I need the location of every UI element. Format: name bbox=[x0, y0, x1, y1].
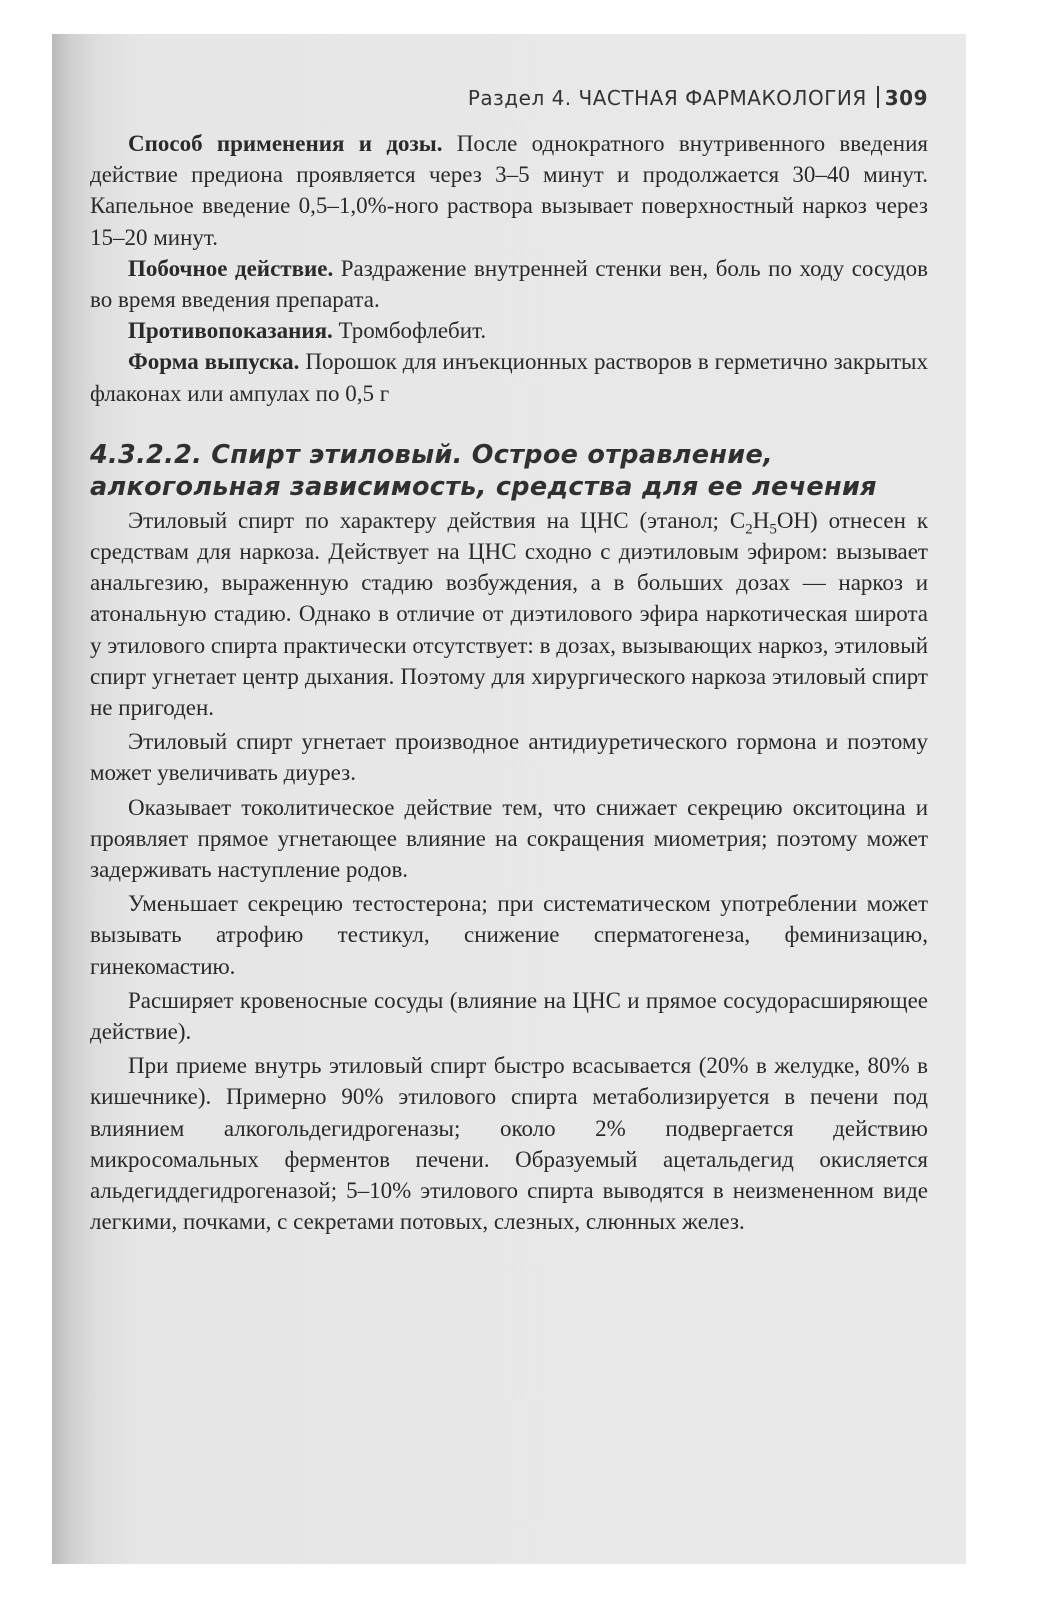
paragraph-dosage bbox=[90, 128, 928, 253]
paragraph-ethanol-cns bbox=[90, 505, 928, 723]
paragraph-text: Тромбофлебит. bbox=[338, 318, 487, 344]
paragraph-diuresis: Этиловый спирт угнетает производное антидиуретического гормона и поэтому может увеличивать диурез. bbox=[90, 729, 928, 786]
page-content bbox=[90, 84, 928, 1238]
subscript: 2 bbox=[745, 521, 753, 538]
text-fragment: H bbox=[752, 507, 770, 533]
paragraph-lead: Способ применения и дозы. bbox=[128, 131, 443, 156]
paragraph-side-effects bbox=[90, 253, 928, 315]
paragraph-lead: Форма выпуска. bbox=[128, 349, 300, 375]
header-separator bbox=[877, 86, 879, 108]
paragraph-lead: Побочное действие. bbox=[128, 255, 334, 281]
paragraph-vasodilation: Расширяет кровеносные сосуды (влияние на ЦНС и прямое сосудорасширяющее действие). bbox=[90, 987, 928, 1045]
section-header: Раздел 4. ЧАСТНАЯ ФАРМАКОЛОГИЯ bbox=[467, 86, 867, 110]
paragraph-release-form bbox=[90, 346, 928, 408]
paragraph-tocolytic: Оказывает токолитическое действие тем, что снижает секрецию окситоцина и проявляет прямое угнетающее влияние на сокращения миометрия; поэтому может задерживать наступление родов. bbox=[90, 794, 928, 883]
book-page bbox=[52, 34, 966, 1564]
section-heading-line: 4.3.2.2. Спирт этиловый. Острое отравление, bbox=[90, 439, 774, 470]
text-fragment: OH) отнесен к средствам для наркоза. Действует на ЦНС сходно с диэтиловым эфиром: вызывает анальгезию, выраженную стадию возбуждения, а в больших дозах — наркоз и атональную стадию. Однако в отличие от диэтилового эфира наркотическая широта у этилового спирта практически отсутствует: в дозах, вызывающих наркоз, этиловый спирт угнетает центр дыхания. Поэтому для хирургического наркоза этиловый спирт не пригоден. bbox=[90, 507, 928, 721]
paragraph-absorption: При приеме внутрь этиловый спирт быстро всасывается (20% в желудке, 80% в кишечнике). Примерно 90% этилового спирта метаболизируется в печени под влиянием алкогольдегидрогеназы; около 2% подвергается действию микросомальных ферментов печени. Образуемый ацетальдегид окисляется альдегиддегидрогеназой; 5–10% этилового спирта выводятся в неизмененном виде легкими, почками, с секретами потовых, слезных, слюнных желез. bbox=[90, 1053, 928, 1235]
section-heading-line: алкогольная зависимость, средства для ее лечения bbox=[90, 471, 877, 502]
page-number: 309 bbox=[884, 86, 928, 110]
paragraph-lead: Противопоказания. bbox=[128, 318, 333, 344]
running-header bbox=[90, 84, 928, 112]
paragraph-text: Порошок для инъекционных растворов в герметично закрытых флаконах или ампулах по 0,5 г bbox=[90, 349, 929, 406]
section-heading bbox=[90, 439, 928, 503]
text-fragment: Этиловый спирт по характеру действия на ЦНС (этанол; C bbox=[128, 507, 746, 533]
paragraph-testosterone: Уменьшает секрецию тестостерона; при систематическом употреблении может вызывать атрофию тестикул, снижение сперматогенеза, феминизацию, гинекомастию. bbox=[90, 891, 928, 979]
paragraph-contraindications bbox=[90, 315, 928, 346]
paragraph-text: Раздражение внутренней стенки вен, боль по ходу сосудов во время введения препарата. bbox=[90, 255, 929, 313]
paragraph-text: После однократного внутривенного введения действие предиона проявляется через 3–5 минут и продолжается 30–40 минут. Капельное введение 0,5–1,0%-ного раствора вызывает поверхностный наркоз через 15–20 минут. bbox=[90, 131, 928, 250]
subscript: 5 bbox=[769, 521, 777, 538]
